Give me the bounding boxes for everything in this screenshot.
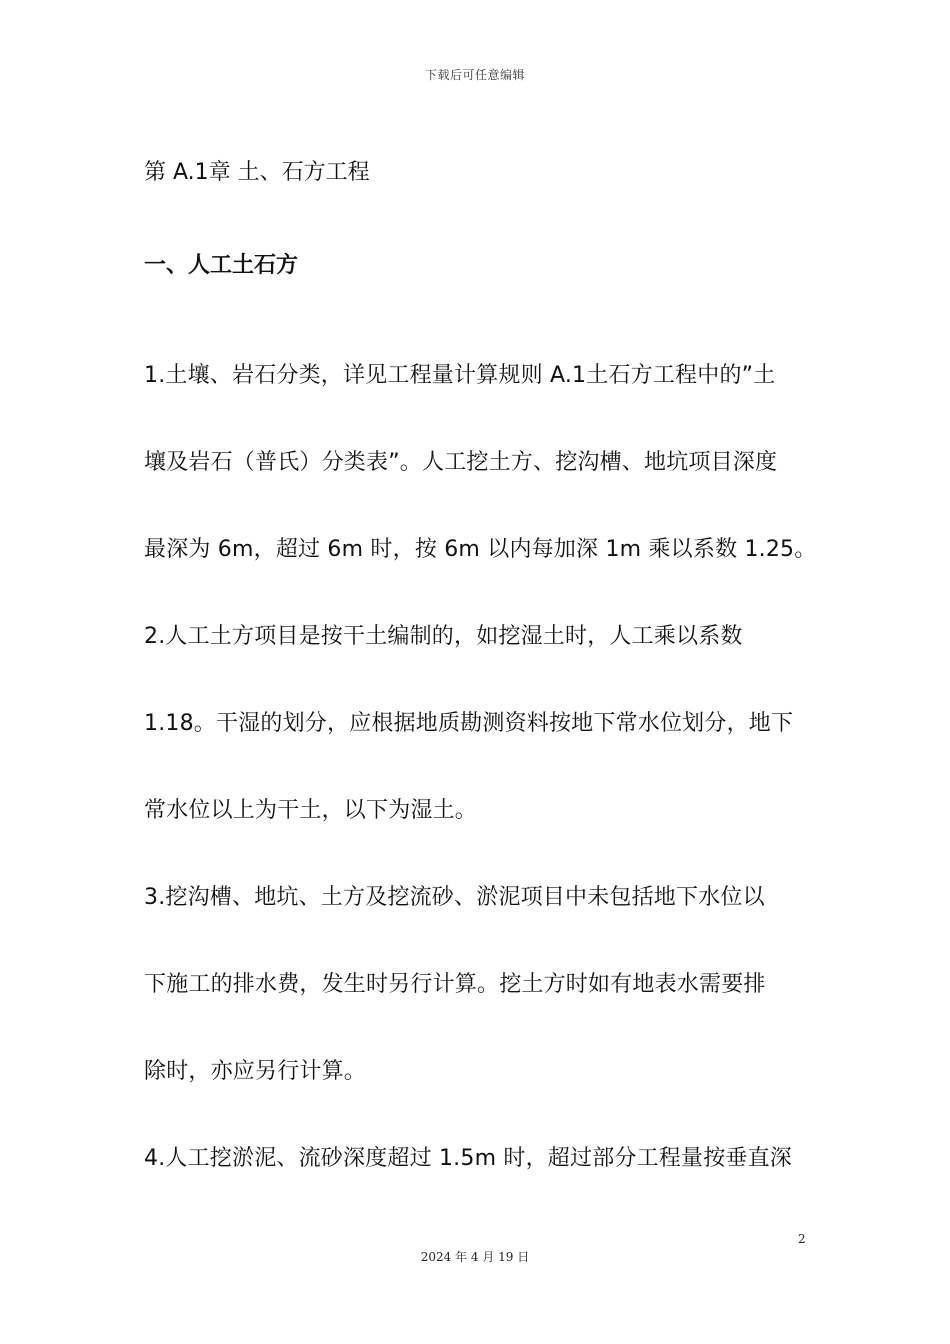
paragraph-line: 3.挖沟槽、地坑、土方及挖流砂、淤泥项目中未包括地下水位以 bbox=[144, 885, 765, 910]
page-number: 2 bbox=[798, 1232, 806, 1246]
paragraph-line: 下施工的排水费，发生时另行计算。挖土方时如有地表水需要排 bbox=[144, 972, 766, 997]
footer-date: 2024 年 4 月 19 日 bbox=[420, 1250, 530, 1264]
paragraph-line: 常水位以上为干土，以下为湿土。 bbox=[144, 798, 478, 823]
paragraph-line: 除时，亦应另行计算。 bbox=[144, 1059, 367, 1084]
paragraph-2 bbox=[144, 593, 806, 854]
paragraph-line: 1.土壤、岩石分类，详见工程量计算规则 A.1土石方工程中的”土 bbox=[144, 363, 776, 388]
paragraph-line: 1.18。干湿的划分，应根据地质勘测资料按地下常水位划分，地下 bbox=[144, 711, 794, 736]
paragraph-line: 2.人工土方项目是按干土编制的，如挖湿土时，人工乘以系数 bbox=[144, 624, 743, 649]
paragraph-line: 4.人工挖淤泥、流砂深度超过 1.5m 时，超过部分工程量按垂直深 bbox=[144, 1146, 792, 1171]
section-title: 一、人工土石方 bbox=[144, 253, 299, 278]
paragraph-line: 壤及岩石（普氏）分类表”。人工挖土方、挖沟槽、地坑项目深度 bbox=[144, 450, 778, 475]
paragraph-4 bbox=[144, 1115, 806, 1202]
document-body bbox=[144, 150, 817, 1202]
paragraph-line: 最深为 6m，超过 6m 时，按 6m 以内每加深 1m 乘以系数 1.25。 bbox=[144, 537, 817, 562]
header-note: 下载后可任意编辑 bbox=[424, 68, 525, 82]
chapter-title: 第 A.1章 土、石方工程 bbox=[144, 160, 370, 185]
paragraph-1 bbox=[144, 332, 817, 593]
paragraph-3 bbox=[144, 854, 806, 1115]
